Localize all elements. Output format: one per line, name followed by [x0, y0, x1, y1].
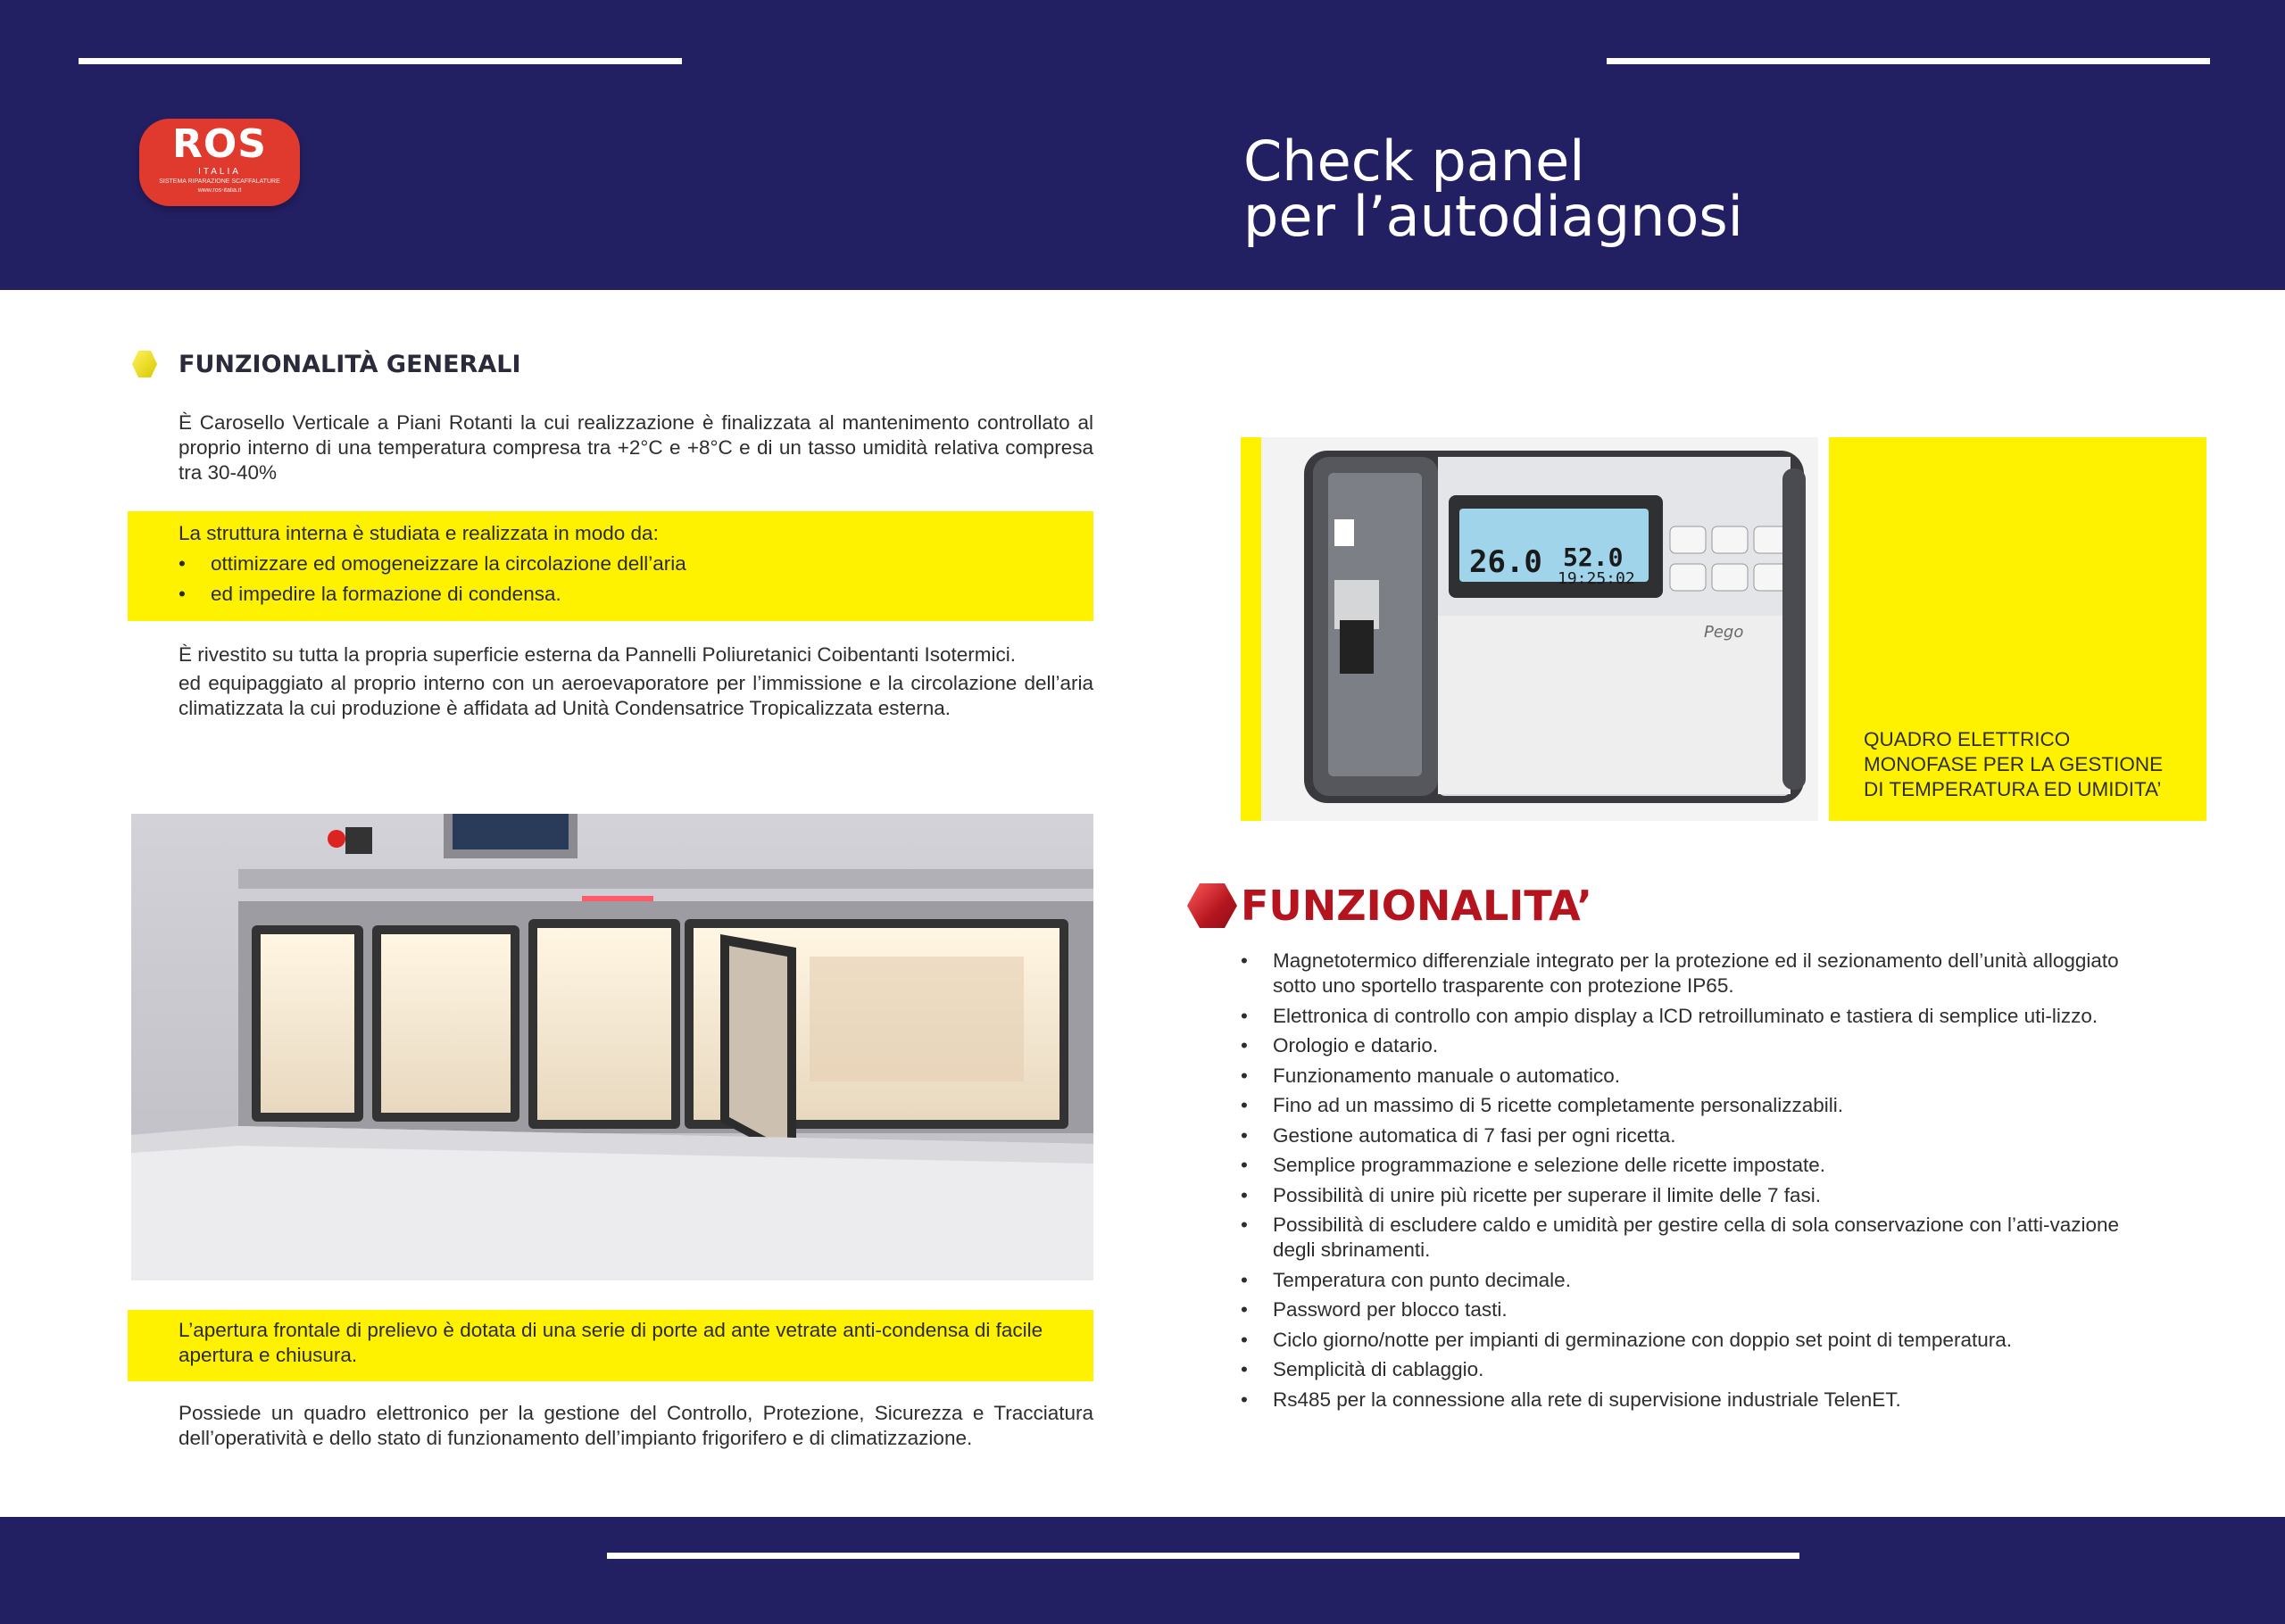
title-line-2: per l’autodiagnosi — [1243, 184, 1743, 249]
list-item: • Fino ad un massimo di 5 ricette completamente personalizzabili. — [1241, 1093, 2160, 1118]
header-rule-right — [1607, 58, 2210, 64]
list-item: • Semplice programmazione e selezione delle ricette impostate. — [1241, 1153, 2160, 1178]
list-item: • Magnetotermico differenziale integrato per la protezione ed il sezionamento dell’unità alloggiato sotto uno sportello trasparente con protezione IP65. — [1241, 949, 2160, 998]
coating-rest: ed equipaggiato al proprio interno con un aeroevaporatore per l’immissione e la circolazione dell’aria climatizzata la cui produzione è affidata ad Unità Condensatrice Tropicalizzata esterna. — [179, 672, 1093, 719]
display-temperature: 26.0 — [1469, 544, 1542, 580]
list-item: • Funzionamento manuale o automatico. — [1241, 1064, 2160, 1089]
caption-line-3: DI TEMPERATURA ED UMIDITA’ — [1864, 778, 2162, 800]
panel-caption — [1864, 727, 2163, 802]
doors-highlight-box — [128, 1310, 1093, 1381]
coating-paragraph — [179, 642, 1093, 721]
list-item: • Temperatura con punto decimale. — [1241, 1268, 2160, 1293]
list-item: • Ciclo giorno/notte per impianti di germinazione con doppio set point di temperatura. — [1241, 1328, 2160, 1353]
list-item: • Orologio e datario. — [1241, 1033, 2160, 1058]
doors-note: L’apertura frontale di prelievo è dotata di una serie di porte ad ante vetrate anti-condensa di facile apertura e chiusura. — [179, 1319, 1043, 1366]
section-title-general: FUNZIONALITÀ GENERALI — [179, 351, 521, 378]
footer-rule — [607, 1553, 1799, 1559]
header-rule-left — [79, 58, 682, 64]
list-item: • Password per blocco tasti. — [1241, 1297, 2160, 1322]
intro-paragraph: È Carosello Verticale a Piani Rotanti la cui realizzazione è finalizzata al mantenimento controllato al proprio interno di una temperatura compresa tra +2°C e +8°C e di un tasso umidità relativa compresa tra 30-40% — [179, 411, 1093, 484]
footer-band — [0, 1517, 2285, 1624]
header-band — [0, 0, 2285, 290]
pego-brand: Pego — [1704, 623, 1744, 642]
display-humidity: 52.0 — [1563, 543, 1624, 572]
page-title — [1243, 128, 1743, 249]
structure-list — [179, 549, 686, 609]
structure-heading: La struttura interna è studiata e realizzata in modo da: — [179, 522, 659, 544]
list-item: • ottimizzare ed omogeneizzare la circolazione dell’aria — [179, 549, 686, 579]
coating-line-1: È rivestito su tutta la propria superficie esterna da Pannelli Poliuretanici Coibentanti Isotermici. — [179, 643, 1016, 666]
hexagon-red-icon — [1187, 883, 1237, 928]
list-item: • Gestione automatica di 7 fasi per ogni ricetta. — [1241, 1123, 2160, 1148]
carousel-doors-photo — [131, 814, 1093, 1280]
title-line-1: Check panel — [1243, 128, 1585, 194]
section-title-features: FUNZIONALITA’ — [1241, 882, 1593, 930]
hexagon-bullet-icon — [132, 351, 157, 377]
list-item: • Rs485 per la connessione alla rete di supervisione industriale TelenET. — [1241, 1388, 2160, 1413]
features-list — [1241, 949, 2160, 1417]
caption-line-2: MONOFASE PER LA GESTIONE — [1864, 753, 2164, 775]
caption-line-1: QUADRO ELETTRICO — [1864, 728, 2071, 750]
list-item: • Possibilità di unire più ricette per superare il limite delle 7 fasi. — [1241, 1183, 2160, 1208]
structure-highlight-box — [128, 511, 1093, 621]
logo-brand: ROS — [172, 121, 267, 167]
logo-website: www.ros-italia.it — [197, 187, 242, 194]
display-clock: 19:25:02 — [1558, 569, 1635, 588]
list-item: • ed impedire la formazione di condensa. — [179, 579, 686, 609]
list-item: • Elettronica di controllo con ampio display a lCD retroilluminato e tastiera di semplice uti-lizzo. — [1241, 1004, 2160, 1029]
logo-tagline: SISTEMA RIPARAZIONE SCAFFALATURE — [159, 178, 280, 185]
ros-logo — [139, 119, 300, 206]
list-item: • Possibilità di escludere caldo e umidità per gestire cella di sola conservazione con l’atti-vazione degli sbrinamenti. — [1241, 1213, 2160, 1263]
logo-country: ITALIA — [198, 167, 241, 177]
panel-note-paragraph: Possiede un quadro elettronico per la gestione del Controllo, Protezione, Sicurezza e Tracciatura dell’operatività e dello stato di funzionamento dell’impianto frigorifero e di climatizzazione. — [179, 1402, 1093, 1449]
control-panel-photo — [1261, 437, 1818, 821]
list-item: • Semplicità di cablaggio. — [1241, 1357, 2160, 1382]
